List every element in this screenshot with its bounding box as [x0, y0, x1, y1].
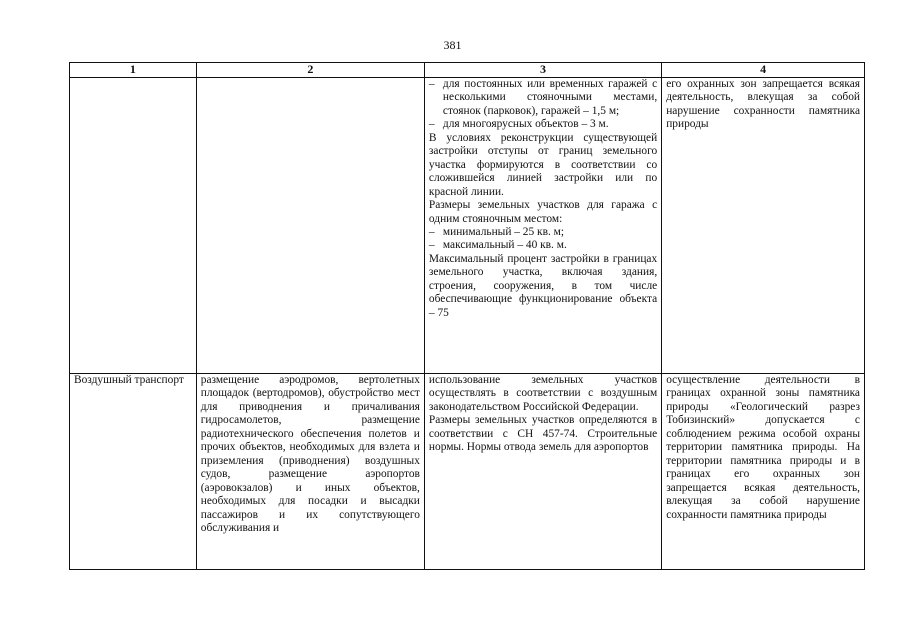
row1-col3: [424, 78, 661, 374]
table-header-row: [70, 63, 865, 78]
list-item: – максимальный – 40 кв. м.: [429, 239, 657, 252]
paragraph: Максимальный процент застройки в границах земельного участка, включая здания, строения, сооружения, в том числе обеспечивающие функционирование объекта – 75: [428, 252, 658, 319]
row1-col1: [70, 78, 197, 374]
paragraph: Размеры земельных участков определяются в соответствии с СН 457-74. Строительные нормы. Нормы отвода земель для аэропортов: [428, 414, 658, 454]
row2-col1: Воздушный транспорт: [70, 374, 197, 570]
row2-col3: [424, 374, 661, 570]
header-col-2: 2: [196, 63, 424, 78]
header-col-3: 3: [424, 63, 661, 78]
regulations-table: [69, 62, 865, 570]
row1-col4: его охранных зон запрещается всякая деятельность, влекущая за собой нарушение сохранности памятника природы: [662, 78, 865, 374]
paragraph: В условиях реконструкции существующей застройки отступы от границ земельного участка формируются в соответствии со сложившейся линией застройки или по красной линии.: [428, 131, 658, 198]
list-item: – для постоянных или временных гаражей с несколькими стояночными местами, стоянок (парковок), гаражей – 1,5 м;: [429, 78, 657, 118]
table-row: [70, 374, 865, 570]
header-col-1: 1: [70, 63, 197, 78]
paragraph: использование земельных участков осуществлять в соответствии с воздушным законодательством Российской Федерации.: [428, 374, 658, 413]
header-col-4: 4: [662, 63, 865, 78]
row1-col2: [196, 78, 424, 374]
list-item: – минимальный – 25 кв. м;: [429, 226, 657, 239]
paragraph: Размеры земельных участков для гаража с одним стояночным местом:: [428, 199, 658, 225]
row2-col4: осуществление деятельности в границах охранной зоны памятника природы «Геологический разрез Тобизинский» допускается с соблюдением режима особой охраны территории памятника природы. На территории памятника природы и в границах его охранных зон запрещается всякая деятельность, влекущая за собой нарушение сохранности памятника природы: [662, 374, 865, 570]
row2-col2: размещение аэродромов, вертолетных площадок (вертодромов), обустройство мест для приводнения и причаливания гидросамолетов, размещение радиотехнического обеспечения полетов и прочих объектов, необходимых для взлета и приземления (приводнения) воздушных судов, размещение аэропортов (аэровокзалов) и иных объектов, необходимых для посадки и высадки пассажиров и их сопутствующего обслуживания и: [196, 374, 424, 570]
page-number: 381: [443, 38, 462, 52]
list-item: – для многоярусных объектов – 3 м.: [429, 118, 657, 131]
table-row: [70, 78, 865, 374]
